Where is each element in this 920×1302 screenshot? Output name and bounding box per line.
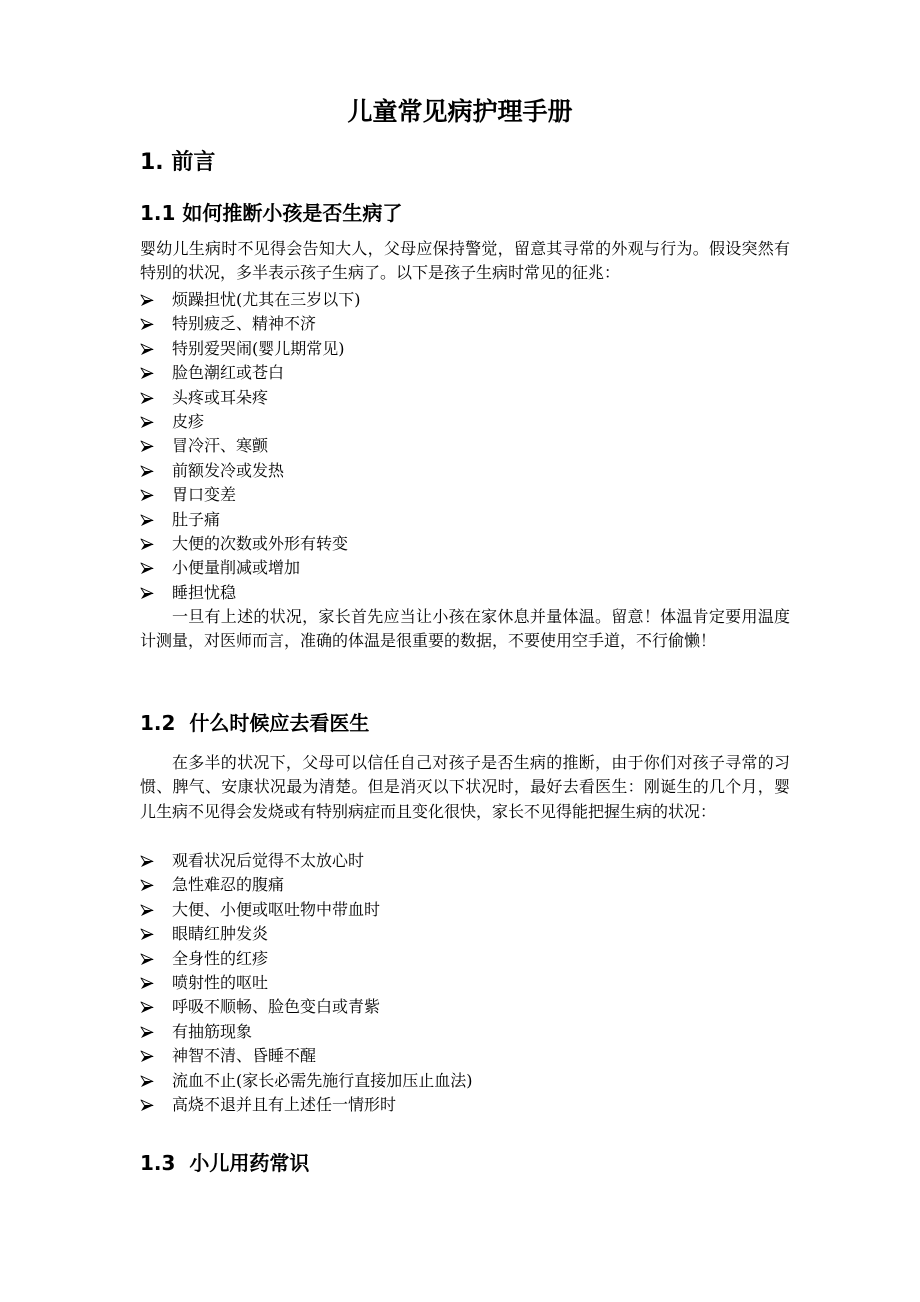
arrow-bullet-icon [140,995,154,1019]
list-item: 急性难忍的腹痛 [140,873,790,897]
arrow-bullet-icon [140,410,154,434]
subsection-heading-1-3: 1.3 小儿用药常识 [140,1151,310,1175]
arrow-bullet-icon [140,508,154,532]
list-item: 冒冷汗、寒颤 [140,434,790,458]
list-item: 高烧不退并且有上述任一情形时 [140,1093,790,1117]
arrow-bullet-icon [140,483,154,507]
arrow-bullet-icon [140,971,154,995]
list-item: 前额发冷或发热 [140,459,790,483]
symptom-list [140,288,790,605]
subsection-heading-1-1: 1.1 如何推断小孩是否生病了 [140,201,403,225]
list-item: 喷射性的呕吐 [140,971,790,995]
list-item: 皮疹 [140,410,790,434]
list-item: 特别爱哭闹(婴儿期常见) [140,337,790,361]
arrow-bullet-icon [140,556,154,580]
arrow-bullet-icon [140,581,154,605]
arrow-bullet-icon [140,947,154,971]
document-title: 儿童常见病护理手册 [347,97,573,126]
list-item: 大便、小便或呕吐物中带血时 [140,898,790,922]
section-heading-preface: 1. 前言 [140,150,216,175]
arrow-bullet-icon [140,922,154,946]
list-item: 流血不止(家长必需先施行直接加压止血法) [140,1069,790,1093]
arrow-bullet-icon [140,288,154,312]
list-item: 眼睛红肿发炎 [140,922,790,946]
arrow-bullet-icon [140,434,154,458]
list-item: 全身性的红疹 [140,947,790,971]
see-doctor-list [140,849,790,1117]
arrow-bullet-icon [140,1093,154,1117]
arrow-bullet-icon [140,337,154,361]
list-item: 大便的次数或外形有转变 [140,532,790,556]
list-item: 胃口变差 [140,483,790,507]
arrow-bullet-icon [140,1044,154,1068]
arrow-bullet-icon [140,386,154,410]
list-item: 脸色潮红或苍白 [140,361,790,385]
list-item: 有抽筋现象 [140,1020,790,1044]
arrow-bullet-icon [140,849,154,873]
list-item: 睡担忧稳 [140,581,790,605]
arrow-bullet-icon [140,361,154,385]
list-item: 小便量削减或增加 [140,556,790,580]
arrow-bullet-icon [140,532,154,556]
paragraph-intro-1-2: 在多半的状况下，父母可以信任自己对孩子是否生病的推断，由于你们对孩子寻常的习惯、脾气、安康状况最为清楚。但是消灭以下状况时，最好去看医生：刚诞生的几个月，婴儿生病不见得会发烧或有特别病症而且变化很快，家长不见得能把握生病的状况： [140,753,790,821]
list-item: 特别疲乏、精神不济 [140,312,790,336]
arrow-bullet-icon [140,312,154,336]
list-item: 神智不清、昏睡不醒 [140,1044,790,1068]
list-item: 肚子痛 [140,508,790,532]
arrow-bullet-icon [140,1020,154,1044]
arrow-bullet-icon [140,459,154,483]
list-item: 观看状况后觉得不太放心时 [140,849,790,873]
arrow-bullet-icon [140,1069,154,1093]
paragraph-intro-1-1: 婴幼儿生病时不见得会告知大人，父母应保持警觉，留意其寻常的外观与行为。假设突然有特别的状况，多半表示孩子生病了。以下是孩子生病时常见的征兆： [140,239,790,283]
list-item: 呼吸不顺畅、脸色变白或青紫 [140,995,790,1019]
arrow-bullet-icon [140,898,154,922]
arrow-bullet-icon [140,873,154,897]
subsection-heading-1-2: 1.2 什么时候应去看医生 [140,711,370,735]
list-item: 头疼或耳朵疼 [140,386,790,410]
paragraph-closing-1-1: 一旦有上述的状况，家长首先应当让小孩在家休息并量体温。留意！体温肯定要用温度计测量，对医师而言，准确的体温是很重要的数据，不要使用空手道，不行偷懒！ [140,607,790,651]
list-item: 烦躁担忧(尤其在三岁以下) [140,288,790,312]
